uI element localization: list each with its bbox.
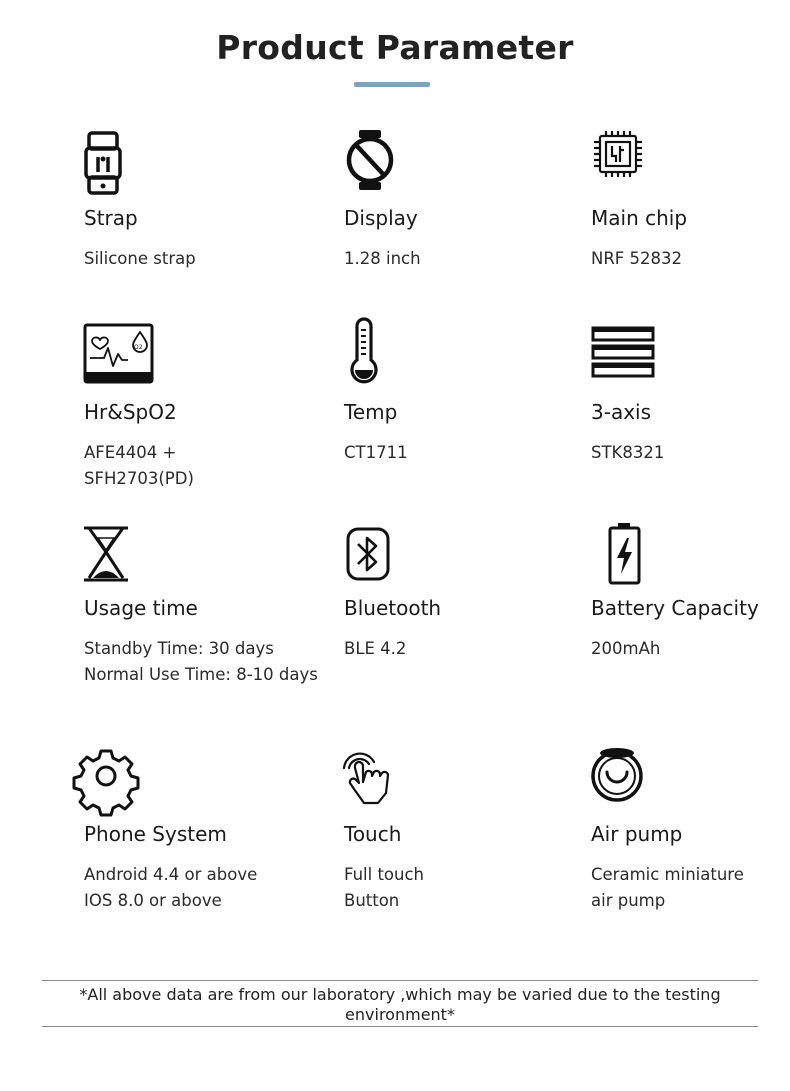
heart-rate-monitor-icon xyxy=(84,324,164,396)
chip-icon xyxy=(591,130,671,202)
bluetooth-icon xyxy=(344,520,424,592)
page-title: Product Parameter xyxy=(216,28,574,67)
svg-text:O2: O2 xyxy=(134,344,143,351)
param-label: Phone System xyxy=(84,822,227,846)
note-bottom-divider xyxy=(42,1026,758,1027)
hourglass-icon xyxy=(84,520,164,592)
param-value: Standby Time: 30 days Normal Use Time: 8-10 days xyxy=(84,639,318,684)
param-label: Air pump xyxy=(591,822,683,846)
watch-strap-icon xyxy=(84,130,164,202)
param-label: Main chip xyxy=(591,206,688,230)
gear-icon xyxy=(80,746,160,818)
disclaimer-note: *All above data are from our laboratory ,which may be varied due to the testing environment* xyxy=(79,985,721,1024)
param-value: CT1711 xyxy=(344,443,408,462)
param-value: Ceramic miniature air pump xyxy=(591,865,744,910)
param-label: Usage time xyxy=(84,596,198,620)
param-value: STK8321 xyxy=(591,443,665,462)
param-label: Battery Capacity xyxy=(591,596,759,620)
stacked-layers-icon xyxy=(591,324,671,396)
param-value: 200mAh xyxy=(591,639,661,658)
thermometer-icon xyxy=(344,318,424,390)
param-label: Hr&SpO2 xyxy=(84,400,177,424)
param-label: Strap xyxy=(84,206,138,230)
param-value: BLE 4.2 xyxy=(344,639,407,658)
note-top-divider xyxy=(42,980,758,981)
touch-hand-icon xyxy=(338,746,418,818)
title-underline xyxy=(354,82,430,87)
param-label: Display xyxy=(344,206,418,230)
round-display-icon xyxy=(344,130,424,202)
param-value: Full touch Button xyxy=(344,865,425,910)
param-label: Temp xyxy=(344,400,398,424)
param-label: Bluetooth xyxy=(344,596,442,620)
air-pump-icon xyxy=(591,746,671,818)
param-value: NRF 52832 xyxy=(591,249,683,268)
param-value: Silicone strap xyxy=(84,249,196,268)
param-label: Touch xyxy=(344,822,402,846)
battery-icon xyxy=(591,520,671,592)
param-value: Android 4.4 or above IOS 8.0 or above xyxy=(84,865,258,910)
param-value: AFE4404 + SFH2703(PD) xyxy=(84,443,194,488)
param-label: 3-axis xyxy=(591,400,652,424)
param-value: 1.28 inch xyxy=(344,249,421,268)
